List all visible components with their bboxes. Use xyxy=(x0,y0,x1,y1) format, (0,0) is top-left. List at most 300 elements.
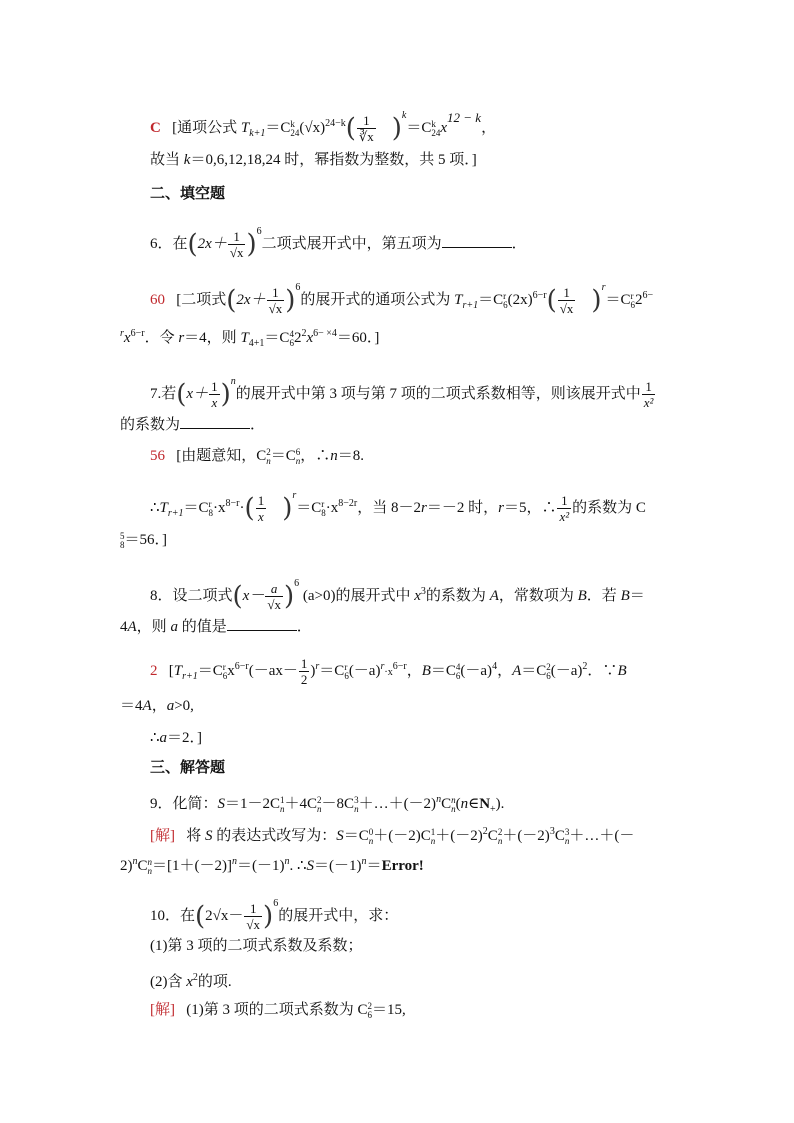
text: (－a) xyxy=(550,662,583,679)
text: ) xyxy=(310,662,316,679)
text: T xyxy=(240,120,250,136)
text: ＝C xyxy=(183,500,209,516)
paren-left: ( xyxy=(176,379,187,410)
text: ＝C xyxy=(406,120,432,136)
text: 6−r xyxy=(392,660,407,672)
text: . ∴ xyxy=(289,858,307,874)
text: r xyxy=(601,282,606,293)
text: 3 xyxy=(420,586,426,597)
text: √x xyxy=(229,245,244,261)
text: ). xyxy=(495,796,505,812)
text: ＝1－2C xyxy=(225,796,281,812)
text: 24 xyxy=(290,127,300,138)
text: 的系数为 xyxy=(120,417,181,433)
text: ＝C xyxy=(296,500,322,516)
text: a xyxy=(265,581,283,597)
text: ，∴ xyxy=(300,448,331,464)
text: C xyxy=(554,828,565,844)
text: 3 xyxy=(549,826,555,837)
text: ， xyxy=(151,698,167,714)
text: N xyxy=(479,796,491,812)
text: a xyxy=(170,619,178,635)
text: S xyxy=(306,858,315,874)
q6-answer-line2 xyxy=(120,324,379,354)
question-8-line2 xyxy=(120,616,312,637)
text: 9．化简： xyxy=(150,796,218,812)
text: 6−r xyxy=(532,290,547,301)
text: x－ xyxy=(242,588,265,604)
text: (1)第 3 项的二项式系数为 C xyxy=(186,1002,368,1018)
text: ＝8. xyxy=(337,448,365,464)
text: n xyxy=(284,856,290,867)
text: ． xyxy=(250,417,266,433)
error-text: Error! xyxy=(381,858,424,874)
text: 1 xyxy=(558,285,576,301)
text: 4+1 xyxy=(248,338,265,349)
text: 4 xyxy=(455,661,461,672)
text: ＝60．] xyxy=(336,330,380,346)
text: 1 xyxy=(257,493,265,509)
text: k xyxy=(290,118,295,129)
text: ． xyxy=(296,619,312,635)
q9-answer-line2 xyxy=(120,852,424,876)
text: 6 xyxy=(503,299,508,310)
text: T xyxy=(454,292,463,308)
text: r xyxy=(421,500,427,516)
text: 2 xyxy=(266,446,271,457)
text: r xyxy=(315,660,320,672)
text: ＋…＋(－2) xyxy=(358,796,437,812)
text: 6− ×4 xyxy=(313,328,337,339)
text: n xyxy=(280,803,285,814)
text: n xyxy=(147,856,153,867)
text: 1 xyxy=(357,113,376,129)
text: 4 xyxy=(492,660,498,672)
fraction xyxy=(267,285,285,316)
text: －8C xyxy=(321,796,355,812)
text: n xyxy=(460,796,469,812)
text: ＝C xyxy=(521,662,547,679)
answer-blank[interactable] xyxy=(180,414,250,429)
question-10-part2 xyxy=(150,968,232,992)
text: x xyxy=(123,330,131,346)
text: n xyxy=(430,835,436,846)
text: ＝56．] xyxy=(124,532,167,548)
text: ＋4C xyxy=(284,796,318,812)
text: ，则 xyxy=(136,619,171,635)
question-10 xyxy=(150,894,398,932)
text: 的项. xyxy=(197,974,232,990)
text: A xyxy=(489,588,499,604)
text: 2 xyxy=(546,661,551,672)
text: x² xyxy=(643,395,654,411)
text: ＝C xyxy=(264,330,290,346)
text: n xyxy=(147,865,153,876)
text: ＝ xyxy=(366,858,382,874)
text: √x xyxy=(246,917,261,933)
text: 6 xyxy=(367,1009,372,1020)
text: ＋(－2)C xyxy=(373,828,431,844)
question-7-line2 xyxy=(120,414,265,435)
text: r xyxy=(630,290,634,301)
text: ，当 8－2 xyxy=(357,500,422,516)
fraction xyxy=(557,493,571,524)
text: ·x xyxy=(213,500,226,516)
text: x xyxy=(258,509,264,525)
q8-answer-line3 xyxy=(150,728,202,748)
text: S xyxy=(205,828,213,844)
text: n xyxy=(132,856,138,867)
section-heading-fill-blank: 二、填空题 xyxy=(150,186,226,202)
text: T xyxy=(240,330,249,346)
q8-answer xyxy=(150,656,627,687)
text: ·x xyxy=(384,666,393,678)
text: 1 xyxy=(642,379,656,395)
text: 的展开式中第 3 项与第 7 项的二项式系数相等，则该展开式中 xyxy=(235,386,641,402)
text: 2 xyxy=(367,1000,372,1011)
text: 2 xyxy=(582,660,588,672)
text: r xyxy=(120,328,124,339)
question-9 xyxy=(150,790,504,820)
text: ＝ xyxy=(629,588,645,604)
text: √x xyxy=(559,301,574,317)
text: 2 xyxy=(293,330,302,346)
text: 6 xyxy=(273,898,279,909)
text: ＝C xyxy=(478,292,504,308)
answer-value: 2 xyxy=(150,662,158,679)
text: 6−r xyxy=(130,328,145,339)
text: ．令 xyxy=(144,330,179,346)
text: 8−2r xyxy=(338,498,358,509)
text: n xyxy=(330,448,338,464)
fraction xyxy=(558,285,576,316)
text: 2 xyxy=(635,292,643,308)
text: 7.若 xyxy=(150,386,177,402)
question-8 xyxy=(150,574,645,612)
text: 8．设二项式 xyxy=(150,588,233,604)
text: ＝C xyxy=(319,662,345,679)
text: n xyxy=(451,794,456,805)
text: ＝(－1) xyxy=(237,858,285,874)
text: 1 xyxy=(300,656,308,671)
text: 6 xyxy=(295,282,301,293)
fraction xyxy=(299,656,310,687)
text: 3 xyxy=(564,826,570,837)
text: [通项公式 xyxy=(172,120,241,136)
text: 的展开式的通项公式为 xyxy=(300,292,455,308)
text: B xyxy=(617,662,627,679)
text: 2x＋ xyxy=(197,236,227,252)
text: 8 xyxy=(208,507,214,518)
text: 1 xyxy=(557,493,571,509)
answer-blank[interactable] xyxy=(227,616,297,631)
text: r xyxy=(321,498,325,509)
question-6 xyxy=(150,222,527,260)
text: ＝(－1) xyxy=(314,858,362,874)
text: B xyxy=(421,662,431,679)
text: ∴ xyxy=(150,730,160,746)
fraction xyxy=(256,493,267,524)
text: S xyxy=(217,796,226,812)
text: ∛x xyxy=(358,129,374,145)
q9-answer xyxy=(150,822,634,846)
text: k+1 xyxy=(249,128,266,139)
text: (－ax－ xyxy=(248,662,298,679)
text: ＝－2 时， xyxy=(426,500,499,516)
text: (2)含 xyxy=(150,974,187,990)
text: ∴ xyxy=(150,500,160,516)
text: 1 xyxy=(211,379,218,395)
q6-answer xyxy=(150,278,653,316)
text: 4 xyxy=(120,619,128,635)
text: n xyxy=(266,455,271,466)
text: x xyxy=(186,974,193,990)
paren-left: ( xyxy=(232,581,243,612)
text: 6 xyxy=(344,670,349,681)
text: 2x＋ xyxy=(236,292,266,308)
paren-right: ) xyxy=(246,229,257,260)
text: B xyxy=(620,588,630,604)
text: 2 xyxy=(482,826,488,837)
text: 的系数为 C xyxy=(572,500,646,516)
fraction xyxy=(357,113,376,144)
text: B xyxy=(577,588,587,604)
text: [ xyxy=(168,662,174,679)
text: ．若 xyxy=(586,588,621,604)
text: ＝2．] xyxy=(167,730,203,746)
text: T xyxy=(173,662,183,679)
text: n xyxy=(230,376,236,387)
fraction xyxy=(642,379,656,410)
text: x² xyxy=(559,509,570,525)
text: 1 xyxy=(228,229,246,245)
text: r xyxy=(292,490,297,501)
q8-answer-line2 xyxy=(120,696,194,716)
text: n xyxy=(361,856,367,867)
text: ＝[1＋(－2)] xyxy=(152,858,232,874)
text: 24 xyxy=(431,127,441,138)
text: 2 xyxy=(497,826,503,837)
text: ＝0,6,12,18,24 时，幂指数为整数，共 5 项．] xyxy=(190,152,477,168)
text: ＋(－2) xyxy=(435,828,483,844)
text: n xyxy=(232,856,237,867)
text: ＝5，∴ xyxy=(503,500,557,516)
q7-answer xyxy=(150,446,364,466)
fraction xyxy=(244,901,262,932)
text: 0 xyxy=(368,826,374,837)
text: ∈ xyxy=(468,796,480,812)
text: 6 xyxy=(294,578,300,589)
text: x xyxy=(227,662,235,679)
text: 的展开式中，求： xyxy=(278,908,399,924)
text: ＋…＋(－ xyxy=(569,828,635,844)
text: ＝15, xyxy=(372,1002,406,1018)
text: n xyxy=(436,794,442,805)
text: (√x) xyxy=(299,120,326,136)
text: 6 xyxy=(455,670,461,681)
q7-answer-line3 xyxy=(120,530,167,550)
paren-right: ) xyxy=(391,113,402,144)
text: ( xyxy=(455,796,461,812)
text: ． xyxy=(511,236,527,252)
text: 的系数为 xyxy=(425,588,490,604)
text: 8−r xyxy=(225,498,240,509)
text: r+1 xyxy=(167,508,184,519)
text: T xyxy=(159,500,168,516)
text: A xyxy=(142,698,152,714)
text: · xyxy=(239,500,245,516)
paren-left: ( xyxy=(195,901,206,932)
text: x＋ xyxy=(186,386,209,402)
text: n xyxy=(295,455,301,466)
q7-answer-line2 xyxy=(150,486,646,524)
paren-right: ) xyxy=(283,581,295,612)
text: √x xyxy=(267,597,281,613)
text: 将 xyxy=(186,828,206,844)
text: 的值是 xyxy=(177,619,227,635)
text: A xyxy=(512,662,522,679)
answer-value: 60 xyxy=(150,292,165,308)
q5-answer-line2 xyxy=(150,150,477,170)
text: 5 xyxy=(120,530,125,541)
q5-answer-line xyxy=(150,106,496,144)
q10-answer xyxy=(150,1000,406,1020)
fraction xyxy=(265,581,283,612)
paren-left: ( xyxy=(226,285,237,316)
answer-letter: C xyxy=(150,120,161,136)
text: ＝C xyxy=(343,828,369,844)
fraction xyxy=(209,379,220,410)
paren-right: ) xyxy=(220,379,231,410)
text: r xyxy=(222,661,226,672)
text: x xyxy=(414,588,421,604)
text: 6 xyxy=(256,226,262,237)
text: 2 xyxy=(192,972,198,983)
text: 2) xyxy=(120,858,133,874)
text: √x xyxy=(268,301,283,317)
text: n xyxy=(317,803,322,814)
question-10-part1: (1)第 3 项的二项式系数及系数； xyxy=(150,938,363,954)
text: 8 xyxy=(120,539,125,550)
text: [由题意知，C xyxy=(176,448,267,464)
paren-left: ( xyxy=(345,113,356,144)
text: 2 xyxy=(300,672,308,687)
text: ＝4 xyxy=(120,698,143,714)
text: 2√x－ xyxy=(205,908,244,924)
text: x xyxy=(211,395,218,411)
text: r xyxy=(178,330,185,346)
text: 1 xyxy=(267,285,285,301)
text: x xyxy=(306,330,314,346)
paren-right: ) xyxy=(282,493,293,524)
text: ， xyxy=(497,662,513,679)
text: ， xyxy=(481,120,497,136)
text: 8 xyxy=(321,507,326,518)
text: r xyxy=(498,500,504,516)
text: ＝C xyxy=(430,662,456,679)
text: 6− xyxy=(642,290,654,301)
text: ＝C xyxy=(197,662,223,679)
text: ＝C xyxy=(605,292,631,308)
text: (－a) xyxy=(460,662,493,679)
text: 6 xyxy=(630,299,635,310)
text: + xyxy=(490,804,496,815)
question-7 xyxy=(150,372,656,410)
text: 4 xyxy=(289,328,294,339)
text: 12 − k xyxy=(447,110,482,125)
text: 3 xyxy=(354,794,359,805)
text: 故当 xyxy=(150,152,184,168)
text: ＝4，则 xyxy=(184,330,241,346)
text: C xyxy=(487,828,498,844)
text: ．∵ xyxy=(587,662,618,679)
text: r+1 xyxy=(182,670,198,682)
text: 6−r xyxy=(234,660,249,672)
text: 10．在 xyxy=(150,908,196,924)
text: ·x xyxy=(325,500,339,516)
text: n xyxy=(497,835,503,846)
answer-blank[interactable] xyxy=(442,233,512,248)
text: C xyxy=(441,796,452,812)
text: 1 xyxy=(430,826,436,837)
text: C xyxy=(137,858,148,874)
paren-right: ) xyxy=(285,285,296,316)
paren-left: ( xyxy=(187,229,198,260)
text: ＝C xyxy=(265,120,291,136)
text: ，常数项为 xyxy=(498,588,578,604)
text: r xyxy=(380,660,385,672)
solution-tag: [解] xyxy=(150,1002,175,1018)
text: 2 xyxy=(301,328,307,339)
text: (2x) xyxy=(507,292,533,308)
text: n xyxy=(354,803,359,814)
text: x xyxy=(440,120,448,136)
text: (a>0)的展开式中 xyxy=(302,588,415,604)
text: r+1 xyxy=(462,300,479,311)
text: n xyxy=(564,835,570,846)
text: ＝C xyxy=(270,448,296,464)
text: a xyxy=(166,698,175,714)
text: 1 xyxy=(280,794,285,805)
fraction xyxy=(228,229,246,260)
text: k xyxy=(183,152,191,168)
text: 1 xyxy=(244,901,262,917)
text: 6．在 xyxy=(150,236,188,252)
text: n xyxy=(368,835,374,846)
text: r xyxy=(344,661,348,672)
paren-right: ) xyxy=(591,285,602,316)
text: (－a) xyxy=(348,662,381,679)
text: r xyxy=(208,498,212,509)
text: [二项式 xyxy=(176,292,227,308)
text: 6 xyxy=(222,670,228,681)
text: ， xyxy=(406,662,422,679)
text: 6 xyxy=(546,670,551,681)
text: 6 xyxy=(289,337,294,348)
section-heading-solve: 三、解答题 xyxy=(150,760,226,776)
text: 2 xyxy=(317,794,322,805)
answer-value: 56 xyxy=(150,448,165,464)
text: 的表达式改写为： xyxy=(212,828,337,844)
paren-left: ( xyxy=(244,493,255,524)
paren-right: ) xyxy=(263,901,274,932)
solution-tag: [解] xyxy=(150,828,175,844)
text: A xyxy=(127,619,137,635)
text: 6 xyxy=(295,446,301,457)
text: 二项式展开式中，第五项为 xyxy=(261,236,442,252)
text: >0, xyxy=(174,698,194,714)
text: a xyxy=(159,730,168,746)
